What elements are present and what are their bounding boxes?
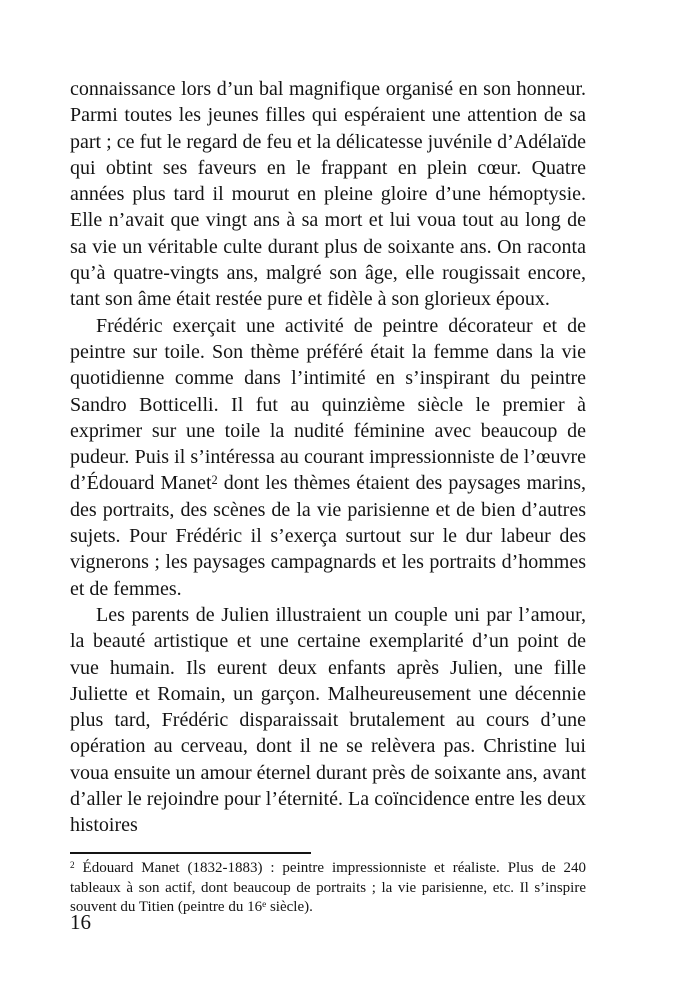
page-number: 16 [70, 910, 91, 934]
footnote-number: 2 [70, 860, 75, 871]
paragraph-2-text-before: Frédéric exerçait une activité de peintre décorateur et de peintre sur toile. Son thème préféré était la femme dans la vie quotidienne comme dans l’intimité en s’inspirant du peintre Sandro Botticelli. Il fut au quinzième siècle le premier à exprimer sur une toile la nudité féminine avec beaucoup de pudeur. Puis il s’intéressa au courant impressionniste de l’œuvre d’Édouard Manet [70, 314, 586, 495]
footnote-ordinal-suffix: e [262, 899, 267, 910]
footnote-text-part2: siècle). [266, 899, 313, 915]
footnote [70, 859, 586, 918]
footnote-reference-marker: 2 [211, 472, 218, 487]
paragraph-3: Les parents de Julien illustraient un couple uni par l’amour, la beauté artistique et une certaine exemplarité d’un point de vue humain. Ils eurent deux enfants après Julien, une fille Juliette et Romain, un garçon. Malheureusement une décennie plus tard, Frédéric disparaissait brutalement au cours d’une opération au cerveau, dont il ne se relèvera pas. Christine lui voua ensuite un amour éternel durant près de soixante ans, avant d’aller le rejoindre pour l’éternité. La coïncidence entre les deux histoires [70, 603, 586, 837]
paragraph-2 [70, 313, 586, 602]
body-text [70, 76, 586, 839]
footnote-divider-rule [70, 852, 311, 854]
footnote-text-part1: Édouard Manet (1832-1883) : peintre impressionniste et réaliste. Plus de 240 tableaux à son actif, dont beaucoup de portraits ; la vie parisienne, etc. Il s’inspire souvent du Titien (peintre du 16 [70, 860, 586, 915]
paragraph-1: connaissance lors d’un bal magnifique organisé en son honneur. Parmi toutes les jeunes filles qui espéraient une attention de sa part ; ce fut le regard de feu et la délicatesse juvénile d’Adélaïde qui obtint ses faveurs en le frappant en plein cœur. Quatre années plus tard il mourut en pleine gloire d’une hémoptysie. Elle n’avait que vingt ans à sa mort et lui voua tout au long de sa vie un véritable culte durant plus de soixante ans. On raconta qu’à quatre-vingts ans, malgré son âge, elle rougissait encore, tant son âme était restée pure et fidèle à son glorieux époux. [70, 78, 586, 311]
paragraph-2-text-after: dont les thèmes étaient des paysages marins, des portraits, des scènes de la vie parisienne et de bien d’autres sujets. Pour Frédéric il s’exerça surtout sur le dur labeur des vignerons ; les paysages campagnards et les portraits d’hommes et de femmes. [70, 472, 586, 600]
